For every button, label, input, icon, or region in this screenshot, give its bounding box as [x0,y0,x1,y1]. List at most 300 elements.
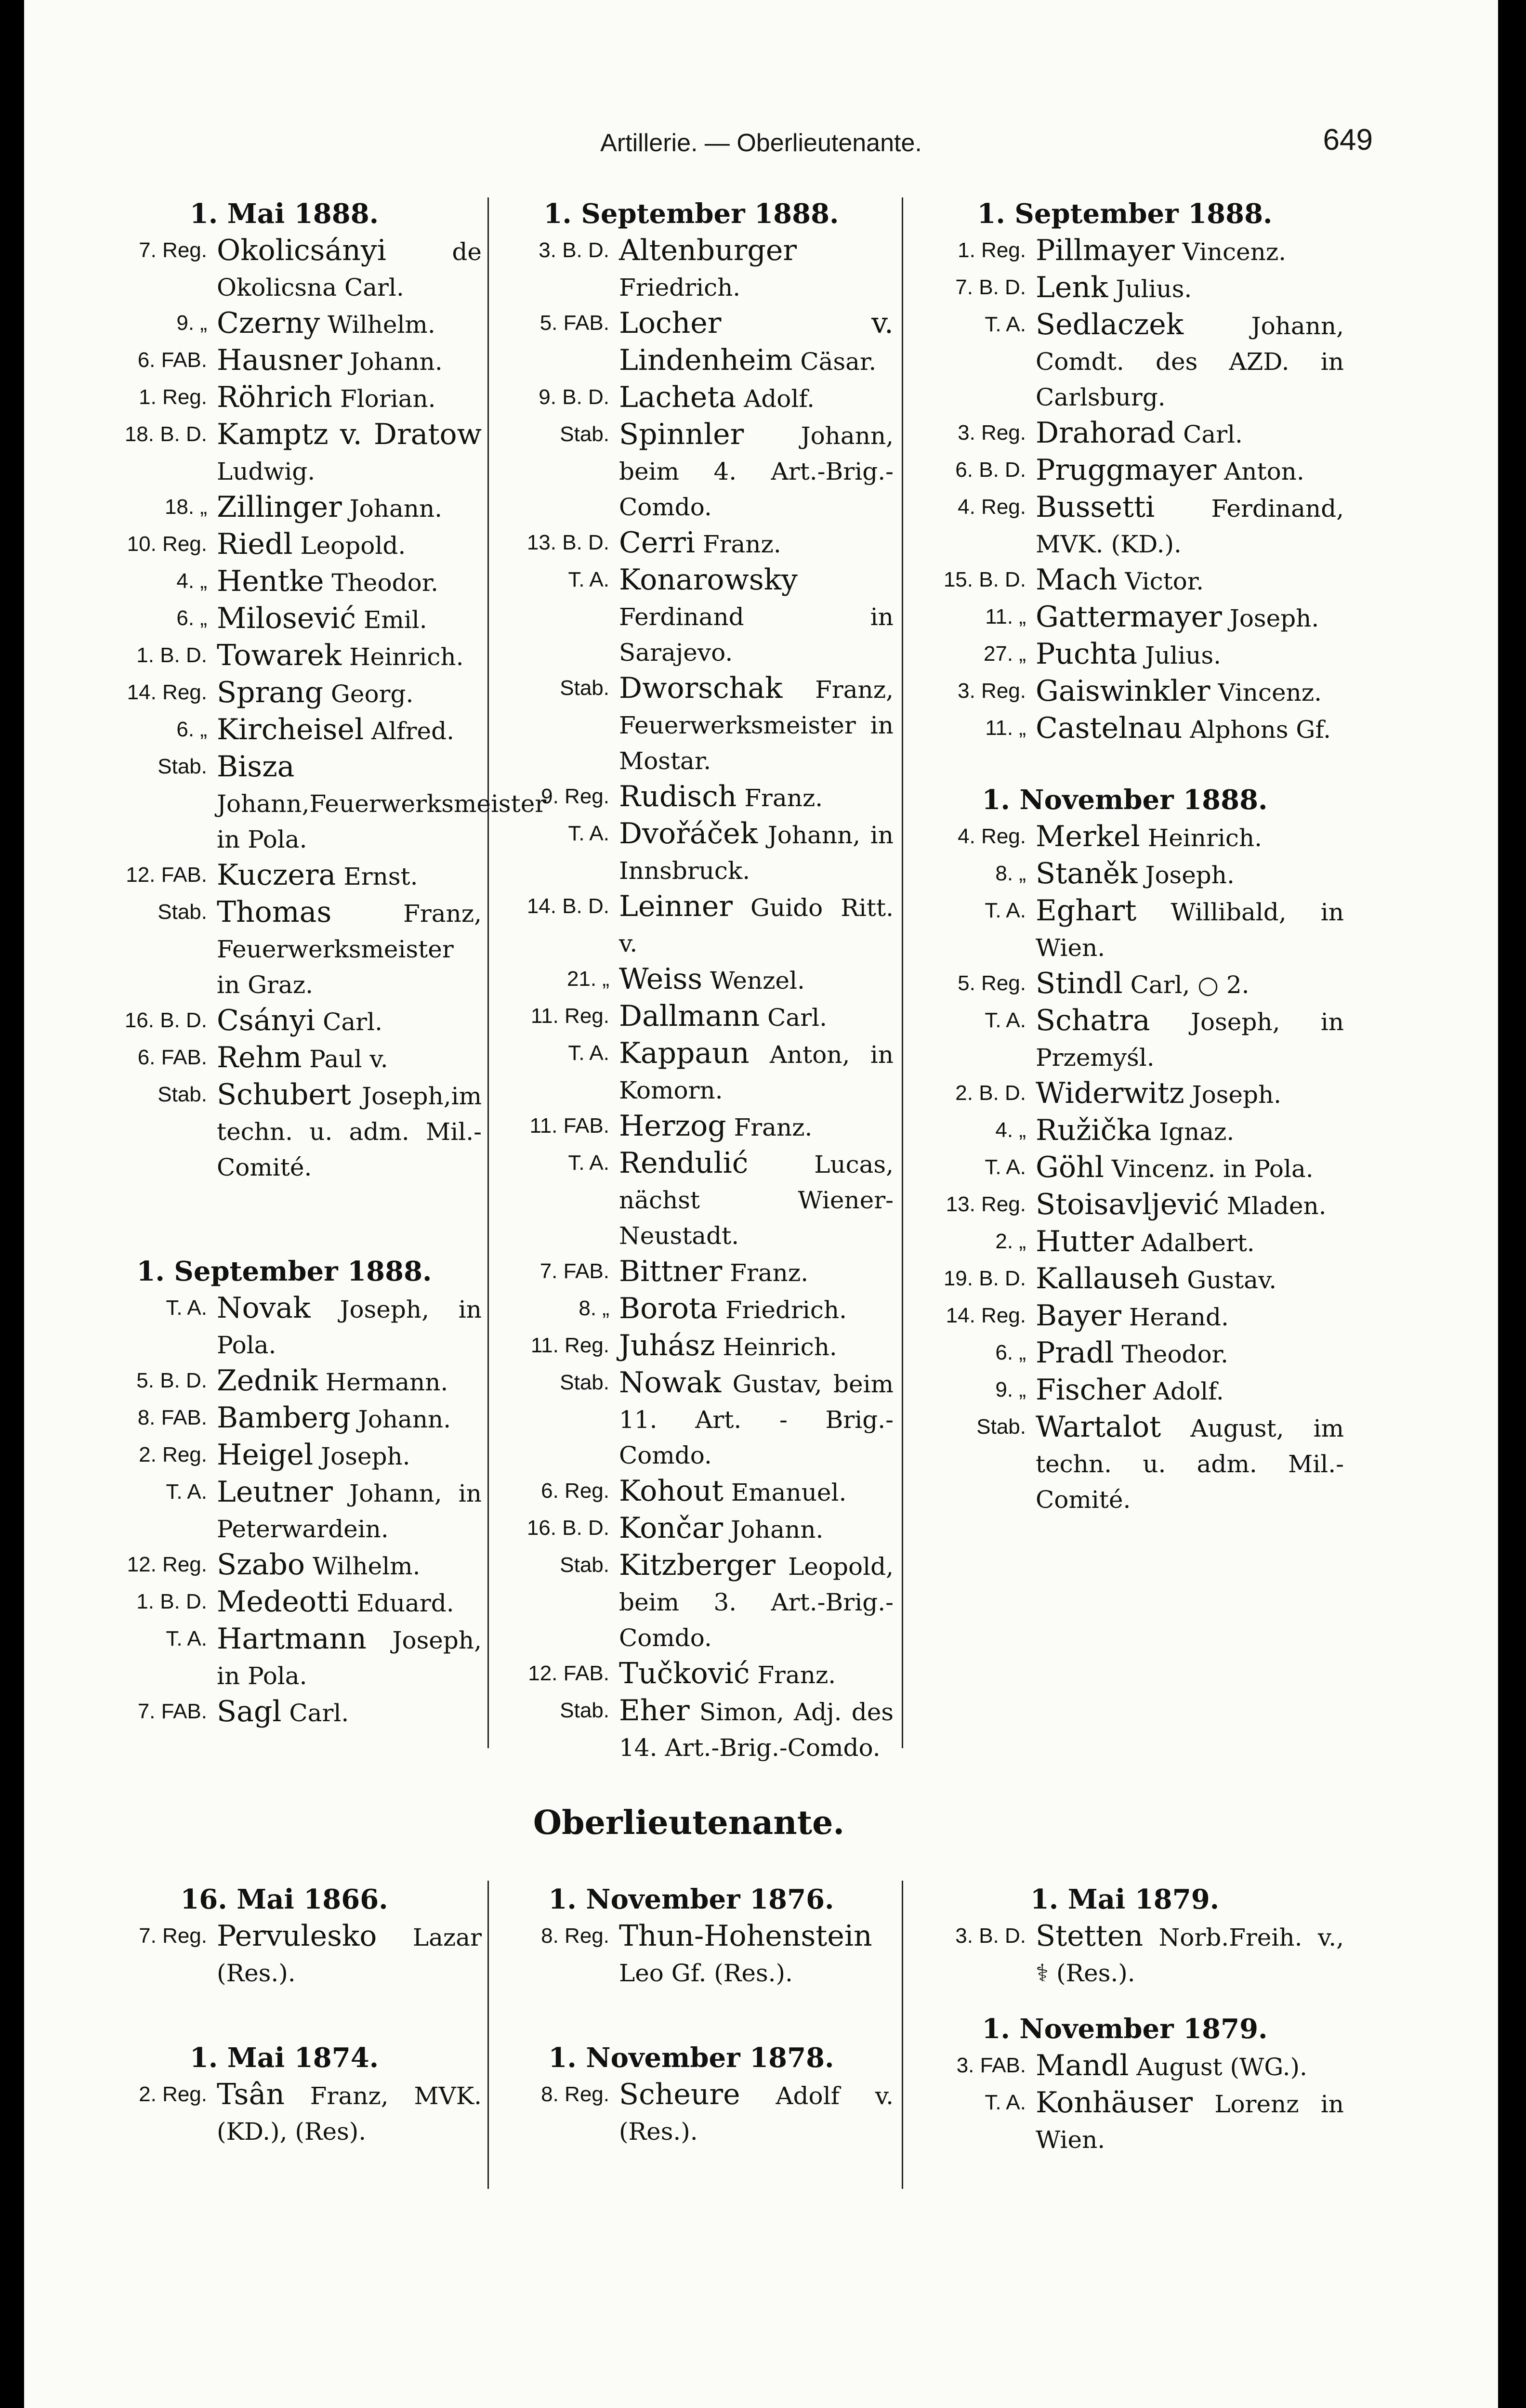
unit-label: T. A. [985,2091,1026,2114]
unit-label: 16. B. D. [124,1008,207,1032]
officer-name: Hartmann [217,1622,367,1656]
entry-details: Joseph, in Przemyśl. [1036,1008,1344,1072]
column-divider [902,197,903,1748]
unit-label: 8. „ [579,1296,609,1320]
entry-text [1036,562,1344,599]
list-entry [489,1547,894,1656]
unit-label: 5. B. D. [136,1369,207,1392]
list-entry [87,1437,482,1474]
unit-label: 7. FAB. [539,1259,609,1283]
unit-label: 8. Reg. [541,1924,609,1948]
officer-name: Dworschak [619,671,783,705]
entry-text [1036,2085,1344,2158]
entry-text [619,1291,894,1328]
entry-details: Ludwig. [217,458,316,485]
unit-label: 6. FAB. [137,348,207,372]
date-group [87,2039,482,2149]
officer-name: Dvořáček [619,817,758,851]
officer-name: Pradl [1036,1336,1114,1370]
oberlieutenante-lists [24,1881,1354,2194]
entry-text [217,417,482,489]
entry-text [217,1363,482,1400]
officer-name: Bayer [1036,1299,1121,1333]
entry-details: Carl. [1183,420,1243,448]
entry-text [619,1365,894,1473]
unit-label: 4. „ [176,569,207,593]
list-entry [87,1040,482,1077]
officer-name: Eghart [1036,894,1137,928]
entry-text [217,857,482,894]
unit-label: T. A. [568,1151,609,1175]
unit-label: 6. FAB. [137,1046,207,1069]
date-heading: 1. November 1876. [548,1884,834,1915]
list-entry [489,1510,894,1547]
officer-name: Stindl [1036,967,1123,1000]
officer-name: Ružička [1036,1113,1152,1147]
unit-label: 13. Reg. [946,1192,1026,1216]
officer-name: Leutner [217,1475,333,1509]
entry-list [489,233,894,1766]
unit-label: 15. B. D. [943,568,1026,591]
officer-name: Konhäuser [1036,2086,1193,2120]
list-entry [906,636,1344,673]
unit-label: Stab. [158,755,207,778]
entry-details: Norb.Freih. v., ⚕ (Res.). [1036,1924,1344,1987]
unit-label: 14. Reg. [127,681,207,704]
entry-text [217,1547,482,1584]
entry-details: Johann,Feuerwerksmeister in Pola. [217,790,547,853]
column-1 [87,195,547,1731]
entry-text [619,525,894,562]
entry-text [619,1547,894,1656]
unit-label: T. A. [568,822,609,845]
officer-name: Kallauseh [1036,1262,1180,1296]
officer-name: Fischer [1036,1373,1146,1407]
officer-name: Nowak [619,1366,722,1400]
entry-details: Heinrich. [723,1333,837,1361]
entry-details: Carl. [323,1008,382,1036]
officer-name: Borota [619,1292,718,1325]
officer-name: Castelnau [1036,711,1183,745]
list-entry [906,415,1344,452]
entry-text [619,816,894,889]
list-entry [489,417,894,525]
officer-name: Medeotti [217,1585,349,1619]
entry-details: Adolf v. (Res.). [619,2082,894,2146]
entry-text [217,1077,482,1185]
spacer [906,1991,1344,2010]
unit-label: 9. „ [995,1378,1026,1401]
list-entry [906,489,1344,562]
entry-details: Victor. [1125,567,1204,595]
list-entry [489,1365,894,1473]
date-heading: 1. November 1879. [982,2013,1268,2045]
entry-details: Cäsar. [800,348,877,376]
column-divider [902,1881,903,2189]
entry-details: Wilhelm. [328,311,435,339]
spacer [489,1991,894,2039]
unit-label: 1. Reg. [958,238,1026,262]
column-2 [489,195,894,1766]
list-entry [87,638,482,675]
officer-name: Merkel [1036,820,1140,853]
officer-name: Towarek [217,639,342,672]
entry-details: Lorenz in Wien. [1036,2090,1344,2154]
entry-text [1036,1335,1344,1372]
date-group [489,2039,894,2149]
entry-text [1036,1918,1344,1991]
officer-name: Rendulić [619,1146,749,1180]
entry-list [489,2077,894,2149]
officer-name: Mach [1036,563,1118,597]
list-entry [906,710,1344,747]
unit-label: 9. „ [176,311,207,335]
entry-text [619,380,894,417]
list-entry [489,1254,894,1291]
entry-text [217,894,482,1003]
unit-label: 21. „ [566,967,609,991]
entry-text [1036,270,1344,307]
officer-name: Riedl [217,527,293,561]
unit-label: 14. B. D. [526,894,609,918]
entry-text [1036,1409,1344,1518]
officer-name: Zednik [217,1364,318,1398]
list-entry [489,305,894,380]
entry-details: Franz, Feuerwerksmeister in Graz. [217,900,482,999]
unit-label: 1. B. D. [136,643,207,667]
entry-text [619,889,894,961]
entry-text [1036,489,1344,562]
unit-label: T. A. [985,313,1026,336]
officer-name: Leinner [619,890,733,923]
unit-label: 7. Reg. [139,1924,207,1948]
entry-text [1036,856,1344,893]
unit-label: 12. FAB. [126,863,207,887]
unit-label: 2. Reg. [139,1443,207,1466]
entry-text [217,1584,482,1621]
entry-text [1036,1261,1344,1298]
entry-text [1036,2048,1344,2085]
officer-name: Sagl [217,1695,282,1728]
entry-text [1036,636,1344,673]
date-group [87,195,547,1185]
unit-label: 8. FAB. [137,1406,207,1429]
unit-label: Stab. [560,1371,609,1394]
unit-label: Stab. [158,900,207,924]
section-column-2 [489,1881,894,2149]
officer-name: Herzog [619,1109,726,1143]
entry-details: Friedrich. [725,1296,847,1324]
entry-list [87,1918,482,1991]
officer-name: Staněk [1036,857,1138,890]
officer-name: Bisza [217,750,295,784]
list-entry [489,779,894,816]
officer-name: Tsân [217,2078,285,2111]
entry-details: Franz. [730,1259,809,1287]
entry-text [217,1437,482,1474]
spacer [87,1185,482,1253]
unit-label: 3. Reg. [958,679,1026,703]
promotion-lists [24,195,1354,1760]
unit-label: 9. Reg. [541,785,609,808]
entry-text [217,563,482,601]
entry-details: Lazar (Res.). [217,1924,482,1987]
date-group [906,195,1344,747]
unit-label: Stab. [560,676,609,700]
unit-label: 3. FAB. [956,2054,1026,2077]
unit-label: 11. Reg. [530,1334,609,1357]
officer-name: Bamberg [217,1401,351,1435]
officer-name: Spinnler [619,418,744,451]
entry-text [1036,233,1344,270]
unit-label: 5. Reg. [958,971,1026,995]
unit-label: 6. „ [995,1341,1026,1364]
entry-details: Anton, in Komorn. [619,1041,894,1104]
entry-details: Johann, Comdt. des AZD. in Carlsburg. [1036,312,1344,411]
spacer [87,1991,482,2039]
entry-details: Heinrich. [349,643,464,671]
entry-text [619,1693,894,1766]
list-entry [489,1693,894,1766]
list-entry [489,1328,894,1365]
entry-details: Franz. [744,784,823,812]
entry-text [1036,599,1344,636]
entry-text [1036,893,1344,966]
entry-details: Franz. [757,1661,836,1689]
date-heading: 1. November 1878. [548,2042,834,2074]
list-entry [87,1584,482,1621]
entry-details: Joseph. [1192,1081,1282,1109]
page-header [24,118,1498,171]
entry-details: Carl, ○ 2. [1130,971,1250,999]
entry-details: Joseph. [321,1442,410,1470]
officer-name: Dallmann [619,999,760,1033]
unit-label: 6. „ [176,718,207,741]
list-entry [87,894,482,1003]
entry-text [619,961,894,998]
entry-text [619,1145,894,1254]
entry-details: Julius. [1116,275,1192,303]
unit-label: 9. B. D. [539,385,609,409]
entry-text [619,998,894,1035]
list-entry [906,1918,1344,1991]
unit-label: 13. B. D. [526,531,609,554]
officer-name: Heigel [217,1438,314,1472]
list-entry [87,1621,482,1694]
list-entry [87,417,482,489]
entry-details: Alphons Gf. [1190,716,1331,744]
list-entry [87,1290,482,1363]
column-3 [906,195,1344,1518]
entry-text [1036,1112,1344,1150]
entry-details: August, im techn. u. adm. Mil.-Comité. [1036,1414,1344,1514]
spacer [906,747,1344,781]
officer-name: Milosević [217,602,356,635]
list-entry [906,1298,1344,1335]
date-heading: 1. Mai 1874. [189,2042,379,2074]
list-entry [87,749,547,857]
unit-label: 14. Reg. [946,1304,1026,1327]
list-entry [906,893,1344,966]
officer-name: Weiss [619,962,703,996]
officer-name: Thomas [217,895,332,929]
entry-details: Johann. [730,1516,824,1544]
officer-name: Schubert [217,1078,351,1112]
entry-details: Alfred. [371,717,455,745]
entry-text [217,1290,482,1363]
unit-label: 4. Reg. [958,824,1026,848]
entry-text [619,1328,894,1365]
officer-name: Kircheisel [217,713,364,746]
officer-name: Locher v. Lindenheim [619,306,894,377]
unit-label: 12. FAB. [528,1662,609,1685]
entry-details: Florian. [340,385,436,413]
entry-details: Vincenz. [1218,679,1322,707]
list-entry [489,2077,894,2149]
unit-label: 7. B. D. [955,275,1026,299]
entry-details: de Okolicsna Carl. [217,238,482,301]
list-entry [87,1077,482,1185]
unit-label: 11. Reg. [530,1004,609,1028]
entry-text [619,305,894,380]
list-entry [906,1150,1344,1187]
officer-name: Sedlaczek [1036,308,1184,341]
unit-label: 1. B. D. [136,1590,207,1613]
entry-details: Leopold, beim 3. Art.-Brig.-Comdo. [619,1553,894,1652]
entry-text [619,1473,894,1510]
entry-details: Carl. [767,1004,827,1032]
officer-name: Szabo [217,1548,305,1582]
list-entry [906,1112,1344,1150]
entry-details: Gustav. [1187,1266,1277,1294]
unit-label: Stab. [560,1553,609,1577]
entry-details: Gustav, beim 11. Art. - Brig.-Comdo. [619,1370,894,1469]
unit-label: T. A. [166,1296,207,1320]
list-entry [87,563,482,601]
section-title: Oberlieutenante. [533,1804,845,1842]
unit-label: 3. B. D. [539,238,609,262]
unit-label: 6. „ [176,606,207,630]
unit-label: T. A. [985,1008,1026,1032]
unit-label: 7. FAB. [137,1700,207,1723]
list-entry [87,1474,482,1547]
list-entry [906,1075,1344,1112]
unit-label: 6. Reg. [541,1479,609,1503]
list-entry [489,380,894,417]
entry-text [217,1694,482,1731]
officer-name: Kitzberger [619,1548,776,1582]
date-heading: 1. September 1888. [977,198,1273,230]
officer-name: Zillinger [217,490,342,524]
list-entry [87,712,482,749]
list-entry [489,562,894,670]
entry-text [619,1656,894,1693]
officer-name: Novak [217,1291,311,1325]
entry-details: Emanuel. [731,1479,847,1506]
entry-details: Hermann. [325,1368,448,1396]
entry-text [217,712,482,749]
unit-label: 3. B. D. [955,1924,1026,1948]
unit-label: 5. FAB. [539,311,609,335]
date-group [87,1881,482,1991]
unit-label: 2. „ [995,1230,1026,1253]
list-entry [489,1108,894,1145]
unit-label: 11. „ [985,605,1026,628]
date-group [489,1881,894,1991]
unit-label: T. A. [568,1041,609,1065]
entry-details: Wenzel. [710,967,805,995]
unit-label: 11. „ [985,716,1026,740]
unit-label: 4. „ [995,1118,1026,1142]
entry-details: Theodor. [1121,1340,1228,1368]
list-entry [489,816,894,889]
unit-label: Stab. [560,1699,609,1722]
list-entry [87,1363,482,1400]
date-heading: 1. Mai 1879. [1030,1884,1220,1915]
officer-name: Lacheta [619,380,737,414]
entry-details: Ignaz. [1159,1118,1235,1146]
list-entry [906,1003,1344,1075]
entry-details: Anton. [1224,458,1304,485]
entry-details: Eduard. [356,1589,454,1617]
unit-label: T. A. [985,899,1026,922]
officer-name: Widerwitz [1036,1076,1184,1110]
list-entry [906,966,1344,1003]
list-entry [87,526,482,563]
list-entry [906,1409,1344,1518]
entry-text [217,489,482,526]
unit-label: 12. Reg. [127,1553,207,1576]
unit-label: 16. B. D. [526,1516,609,1540]
entry-text [217,380,482,417]
list-entry [906,1372,1344,1409]
page-number: 649 [1323,123,1373,157]
officer-name: Pillmayer [1036,234,1175,267]
officer-name: Schatra [1036,1004,1150,1037]
date-group [489,195,894,1766]
list-entry [906,562,1344,599]
entry-details: Franz, Feuerwerksmeister in Mostar. [619,676,894,775]
entry-details: Johann, in Peterwardein. [217,1479,482,1543]
entry-details: Joseph, in Pola. [217,1626,482,1690]
entry-text [217,675,482,712]
officer-name: Gaiswinkler [1036,674,1210,708]
list-entry [489,961,894,998]
list-entry [87,233,482,305]
unit-label: 6. B. D. [955,458,1026,482]
list-entry [489,1291,894,1328]
officer-name: Röhrich [217,380,333,414]
entry-text [619,1510,894,1547]
unit-label: Stab. [976,1415,1026,1439]
unit-label: 27. „ [983,642,1026,666]
entry-text [217,526,482,563]
date-group [906,2010,1344,2158]
officer-name: Hentke [217,564,324,598]
date-group [906,1881,1344,1991]
entry-details: Willibald, in Wien. [1036,898,1344,962]
entry-details: Guido Ritt. v. [619,894,894,957]
entry-text [217,1918,482,1991]
entry-details: Georg. [330,680,414,708]
list-entry [906,233,1344,270]
unit-label: 11. FAB. [529,1114,609,1138]
list-entry [906,1187,1344,1224]
entry-list [87,1290,482,1731]
entry-text [1036,1372,1344,1409]
running-head: Artillerie. — Oberlieutenante. [600,129,922,157]
entry-details: Adolf. [1153,1377,1224,1405]
